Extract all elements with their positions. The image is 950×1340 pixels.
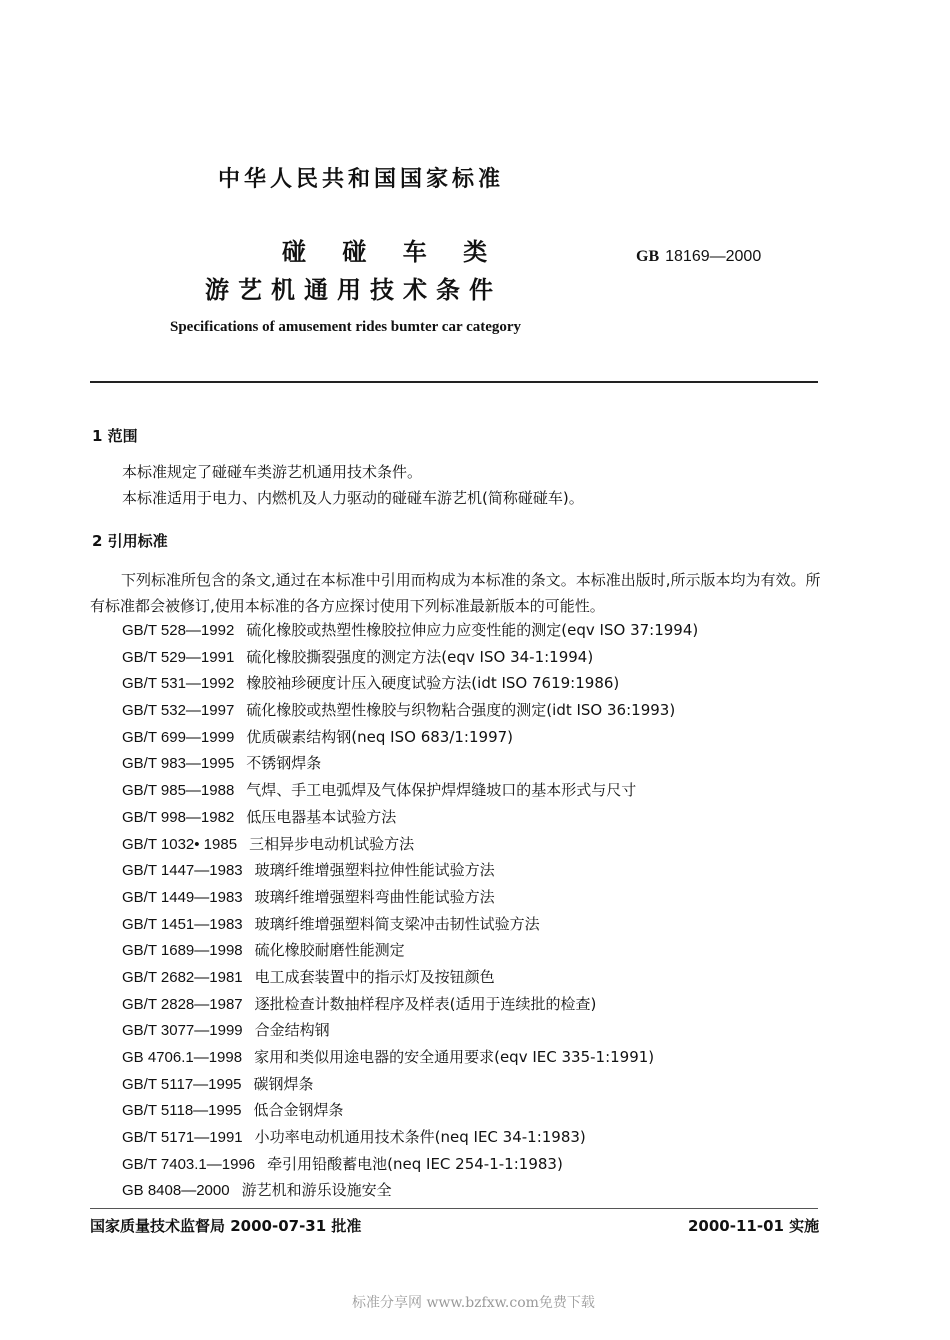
reference-item xyxy=(122,726,698,753)
reference-code: GB/T 2828—1987 xyxy=(122,995,243,1013)
reference-item xyxy=(122,752,698,779)
reference-title: 玻璃纤维增强塑料简支梁冲击韧性试验方法 xyxy=(254,914,540,933)
reference-code: GB/T 1689—1998 xyxy=(122,942,243,960)
section-1-line-2: 本标准适用于电力、内燃机及人力驱动的碰碰车游艺机(简称碰碰车)。 xyxy=(122,489,584,507)
reference-code: GB/T 1447—1983 xyxy=(122,862,243,880)
reference-item xyxy=(122,1099,698,1126)
standard-number xyxy=(636,248,761,266)
standard-number-value: 18169—2000 xyxy=(665,248,762,265)
reference-code: GB/T 532—1997 xyxy=(122,702,235,720)
section-2-intro: 下列标准所包含的条文,通过在本标准中引用而构成为本标准的条文。本标准出版时,所示版本均为有效。所有标准都会被修订,使用本标准的各方应探讨使用下列标准最新版本的可能性。 xyxy=(90,571,821,615)
reference-title: 硫化橡胶或热塑性橡胶与织物粘合强度的测定(idt ISO 36:1993) xyxy=(246,701,676,720)
reference-title: 玻璃纤维增强塑料弯曲性能试验方法 xyxy=(254,887,495,906)
reference-item xyxy=(122,1046,698,1073)
reference-title: 牵引用铅酸蓄电池(neq IEC 254-1-1:1983) xyxy=(267,1154,563,1173)
reference-title: 不锈钢焊条 xyxy=(246,754,322,773)
reference-item xyxy=(122,939,698,966)
reference-title: 小功率电动机通用技术条件(neq IEC 34-1:1983) xyxy=(254,1128,586,1147)
reference-code: GB/T 2682—1981 xyxy=(122,968,243,986)
reference-code: GB/T 1451—1983 xyxy=(122,915,243,933)
reference-item xyxy=(122,672,698,699)
reference-code: GB/T 1032• 1985 xyxy=(122,835,238,853)
reference-code: GB/T 983—1995 xyxy=(122,755,235,773)
reference-item xyxy=(122,699,698,726)
reference-title: 三相异步电动机试验方法 xyxy=(249,834,415,853)
reference-code: GB/T 998—1982 xyxy=(122,808,235,826)
reference-title: 橡胶袖珍硬度计压入硬度试验方法(idt ISO 7619:1986) xyxy=(246,674,620,693)
header-divider xyxy=(90,381,818,383)
reference-item xyxy=(122,646,698,673)
english-title: Specifications of amusement rides bumter car category xyxy=(170,319,522,335)
reference-code: GB/T 5171—1991 xyxy=(122,1129,243,1147)
reference-list xyxy=(122,619,698,1206)
reference-item xyxy=(122,913,698,940)
section-1-line-1: 本标准规定了碰碰车类游艺机通用技术条件。 xyxy=(122,463,423,481)
reference-title: 玻璃纤维增强塑料拉伸性能试验方法 xyxy=(254,861,495,880)
reference-item xyxy=(122,966,698,993)
reference-code: GB/T 529—1991 xyxy=(122,648,235,666)
reference-item xyxy=(122,619,698,646)
reference-title: 低压电器基本试验方法 xyxy=(246,807,397,826)
reference-code: GB/T 7403.1—1996 xyxy=(122,1155,256,1173)
national-standard-heading: 中华人民共和国国家标准 xyxy=(218,167,505,192)
reference-title: 优质碳素结构钢(neq ISO 683/1:1997) xyxy=(246,727,514,746)
watermark: 标准分享网 www.bzfxw.com免费下载 xyxy=(352,1295,595,1311)
reference-code: GB/T 1449—1983 xyxy=(122,888,243,906)
reference-title: 合金结构钢 xyxy=(254,1021,330,1040)
section-2-heading: 2 引用标准 xyxy=(92,532,168,550)
reference-item xyxy=(122,1019,698,1046)
section-1-heading: 1 范围 xyxy=(92,427,138,445)
reference-code: GB 4706.1—1998 xyxy=(122,1049,243,1066)
reference-title: 碳钢焊条 xyxy=(253,1074,314,1093)
reference-item xyxy=(122,1153,698,1180)
reference-title: 硫化橡胶或热塑性橡胶拉伸应力应变性能的测定(eqv ISO 37:1994) xyxy=(246,621,699,639)
approval-date: 国家质量技术监督局 2000-07-31 批准 xyxy=(90,1217,362,1235)
reference-title: 硫化橡胶耐磨性能测定 xyxy=(254,941,405,960)
reference-title: 游艺机和游乐设施安全 xyxy=(241,1181,392,1200)
reference-code: GB/T 5118—1995 xyxy=(122,1102,242,1120)
reference-title: 家用和类似用途电器的安全通用要求(eqv IEC 335-1:1991) xyxy=(254,1048,655,1066)
reference-title: 电工成套装置中的指示灯及按钮颜色 xyxy=(254,967,495,986)
reference-title: 低合金钢焊条 xyxy=(253,1101,344,1120)
reference-item xyxy=(122,779,698,806)
footer-divider xyxy=(90,1208,818,1209)
reference-code: GB/T 5117—1995 xyxy=(122,1075,242,1093)
reference-code: GB/T 985—1988 xyxy=(122,782,235,800)
reference-title: 气焊、手工电弧焊及气体保护焊焊缝坡口的基本形式与尺寸 xyxy=(246,781,637,800)
reference-code: GB 8408—2000 xyxy=(122,1182,230,1200)
reference-item xyxy=(122,859,698,886)
reference-item xyxy=(122,1179,698,1206)
reference-item xyxy=(122,886,698,913)
reference-item xyxy=(122,833,698,860)
reference-code: GB/T 3077—1999 xyxy=(122,1022,243,1040)
reference-title: 逐批检查计数抽样程序及样表(适用于连续批的检查) xyxy=(254,994,597,1013)
implementation-date: 2000-11-01 实施 xyxy=(688,1217,820,1235)
reference-item xyxy=(122,1073,698,1100)
standard-prefix: GB xyxy=(636,248,660,265)
reference-item xyxy=(122,1126,698,1153)
reference-item xyxy=(122,806,698,833)
reference-title: 硫化橡胶撕裂强度的测定方法(eqv ISO 34-1:1994) xyxy=(246,647,594,666)
reference-code: GB/T 528—1992 xyxy=(122,622,235,639)
title-line-2: 游艺机通用技术条件 xyxy=(205,276,502,304)
reference-item xyxy=(122,993,698,1020)
reference-code: GB/T 699—1999 xyxy=(122,728,235,746)
title-line-1: 碰 碰 车 类 xyxy=(282,238,502,266)
reference-code: GB/T 531—1992 xyxy=(122,675,235,693)
